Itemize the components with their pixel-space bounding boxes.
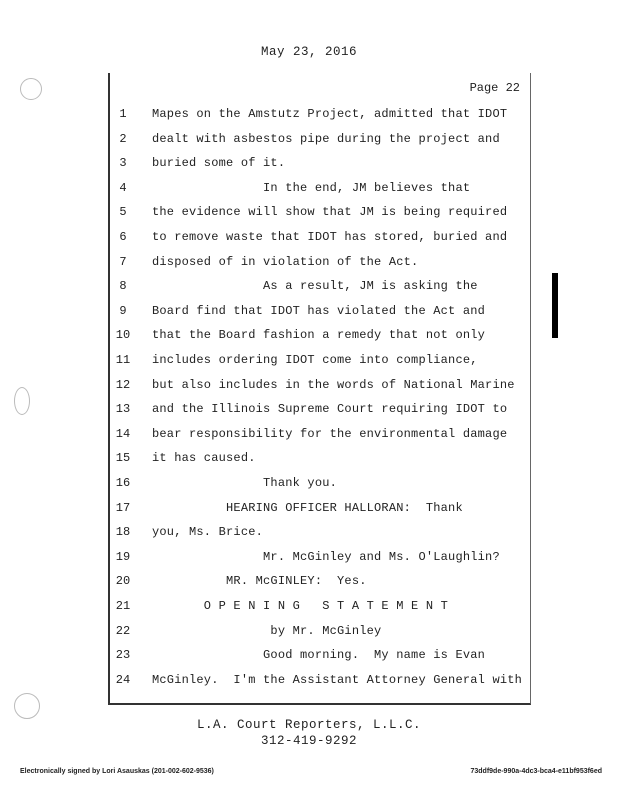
line-number: 5 bbox=[119, 205, 127, 220]
line-text: it has caused. bbox=[152, 451, 256, 466]
line-text: As a result, JM is asking the bbox=[152, 279, 478, 294]
transcript-date: May 23, 2016 bbox=[260, 45, 357, 59]
line-number: 3 bbox=[119, 156, 127, 171]
line-text: that the Board fashion a remedy that not only bbox=[152, 328, 486, 343]
line-text: and the Illinois Supreme Court requiring IDOT to bbox=[152, 402, 508, 417]
line-text: Mr. McGinley and Ms. O'Laughlin? bbox=[152, 549, 500, 564]
line-text: O P E N I N G S T A T E M E N T bbox=[152, 599, 449, 613]
line-number: 22 bbox=[115, 623, 131, 638]
line-number: 11 bbox=[115, 353, 131, 367]
esignature-id: 73ddf9de-990a-4dc3-bca4-e11bf953f6ed bbox=[470, 768, 602, 775]
line-number: 15 bbox=[115, 451, 131, 466]
line-number: 8 bbox=[119, 279, 127, 294]
line-text: buried some of it. bbox=[152, 156, 286, 171]
footer-phone: 312-419-9292 bbox=[260, 734, 357, 748]
line-text: but also includes in the words of National Marine bbox=[152, 377, 515, 392]
line-number: 7 bbox=[119, 254, 127, 269]
punch-hole-bottom bbox=[14, 693, 40, 719]
line-number: 18 bbox=[115, 525, 131, 540]
punch-hole-middle bbox=[14, 387, 30, 415]
line-number: 14 bbox=[115, 426, 131, 441]
line-number: 17 bbox=[115, 500, 131, 515]
line-text: dealt with asbestos pipe during the project and bbox=[152, 131, 500, 146]
line-text: the evidence will show that JM is being required bbox=[152, 205, 508, 220]
line-text: Board find that IDOT has violated the Act and bbox=[152, 303, 486, 318]
line-number: 4 bbox=[119, 180, 127, 195]
page-label: Page 22 bbox=[469, 81, 520, 95]
line-text: by Mr. McGinley bbox=[152, 623, 382, 638]
line-text: to remove waste that IDOT has stored, buried and bbox=[152, 230, 508, 244]
line-text: bear responsibility for the environmental damage bbox=[152, 426, 508, 441]
line-number: 21 bbox=[115, 599, 131, 613]
footer-company: L.A. Court Reporters, L.L.C. bbox=[196, 718, 422, 732]
line-text: Good morning. My name is Evan bbox=[152, 648, 486, 663]
punch-hole-top bbox=[20, 78, 42, 100]
line-text: Thank you. bbox=[152, 476, 338, 490]
line-number: 2 bbox=[119, 131, 127, 146]
edge-marker-bar bbox=[552, 273, 558, 338]
line-number: 20 bbox=[115, 574, 131, 589]
line-number: 19 bbox=[115, 549, 131, 564]
line-text: disposed of in violation of the Act. bbox=[152, 254, 419, 269]
line-text: you, Ms. Brice. bbox=[152, 525, 264, 540]
line-text: MR. McGINLEY: Yes. bbox=[152, 574, 367, 589]
line-text: Mapes on the Amstutz Project, admitted that IDOT bbox=[152, 107, 508, 121]
line-text: includes ordering IDOT come into compliance, bbox=[152, 353, 478, 367]
line-number: 1 bbox=[119, 107, 127, 121]
line-number: 6 bbox=[119, 230, 127, 244]
line-number: 12 bbox=[115, 377, 131, 392]
line-number: 24 bbox=[115, 672, 131, 687]
line-number: 16 bbox=[115, 476, 131, 490]
line-number: 23 bbox=[115, 648, 131, 663]
line-text: McGinley. I'm the Assistant Attorney General with bbox=[152, 672, 523, 687]
line-number: 10 bbox=[115, 328, 131, 343]
line-text: HEARING OFFICER HALLORAN: Thank bbox=[152, 500, 463, 515]
esignature-left: Electronically signed by Lori Asauskas (201-002-602-9536) bbox=[20, 768, 214, 775]
line-number: 9 bbox=[119, 303, 127, 318]
line-number: 13 bbox=[115, 402, 131, 417]
line-text: In the end, JM believes that bbox=[152, 180, 471, 195]
